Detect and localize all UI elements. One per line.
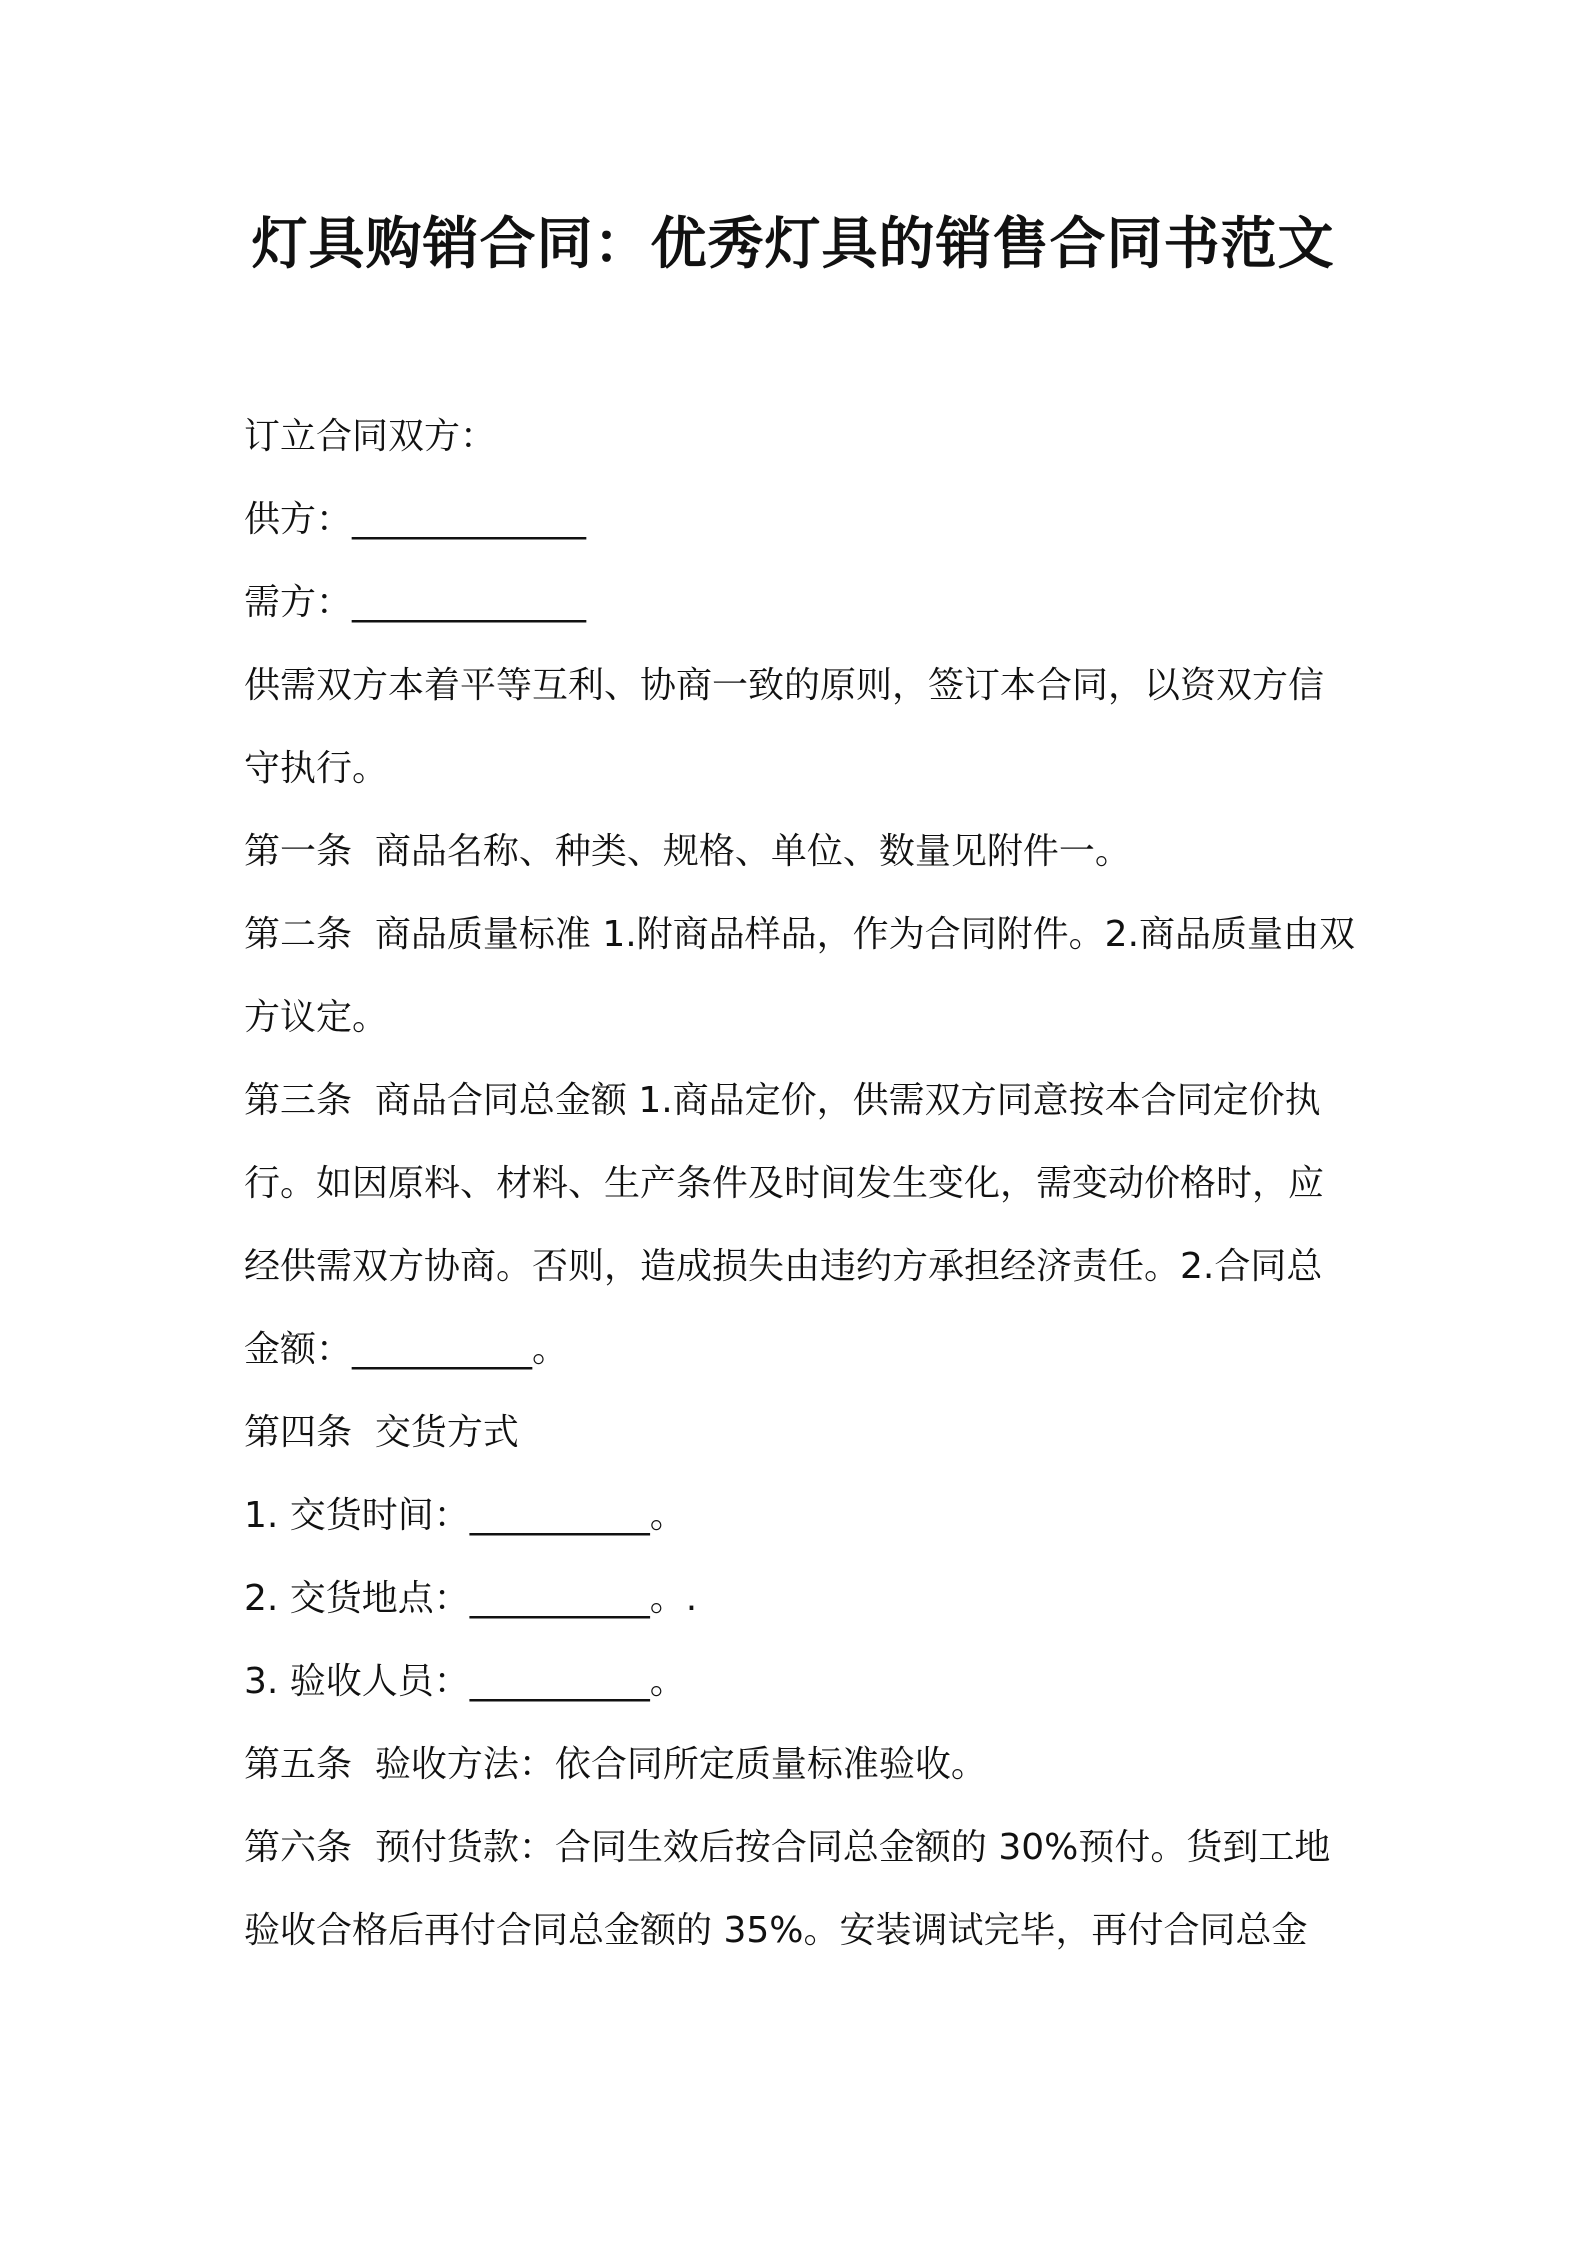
delivery-time: 1. 交货时间：__________。 — [244, 1495, 686, 1536]
document-title: 灯具购销合同：优秀灯具的销售合同书范文 — [251, 212, 1335, 277]
delivery-location: 2. 交货地点：__________。. — [244, 1578, 698, 1619]
article-6: 第六条 预付货款：合同生效后按合同总金额的 30%预付。货到工地验收合格后再付合同总金额的 35%。安装调试完毕，再付合同总金 — [244, 1827, 1331, 1951]
article-2: 第二条 商品质量标准 1.附商品样品，作为合同附件。2.商品质量由双方议定。 — [244, 914, 1356, 1038]
buyer-line: 需方：_____________ — [244, 582, 587, 623]
document-body — [244, 395, 1356, 1972]
inspection-personnel: 3. 验收人员：__________。 — [244, 1661, 686, 1702]
parties-heading: 订立合同双方： — [244, 416, 497, 457]
article-1: 第一条 商品名称、种类、规格、单位、数量见附件一。 — [244, 831, 1131, 872]
article-5: 第五条 验收方法：依合同所定质量标准验收。 — [244, 1744, 987, 1785]
article-3: 第三条 商品合同总金额 1.商品定价，供需双方同意按本合同定价执行。如因原料、材料、生产条件及时间发生变化，需变动价格时，应经供需双方协商。否则，造成损失由违约方承担经济责任。2.合同总金额：__________。 — [244, 1080, 1325, 1370]
article-4-heading: 第四条 交货方式 — [244, 1412, 519, 1453]
supplier-line: 供方：_____________ — [244, 499, 587, 540]
preamble-paragraph: 供需双方本着平等互利、协商一致的原则，签订本合同，以资双方信守执行。 — [244, 665, 1325, 789]
